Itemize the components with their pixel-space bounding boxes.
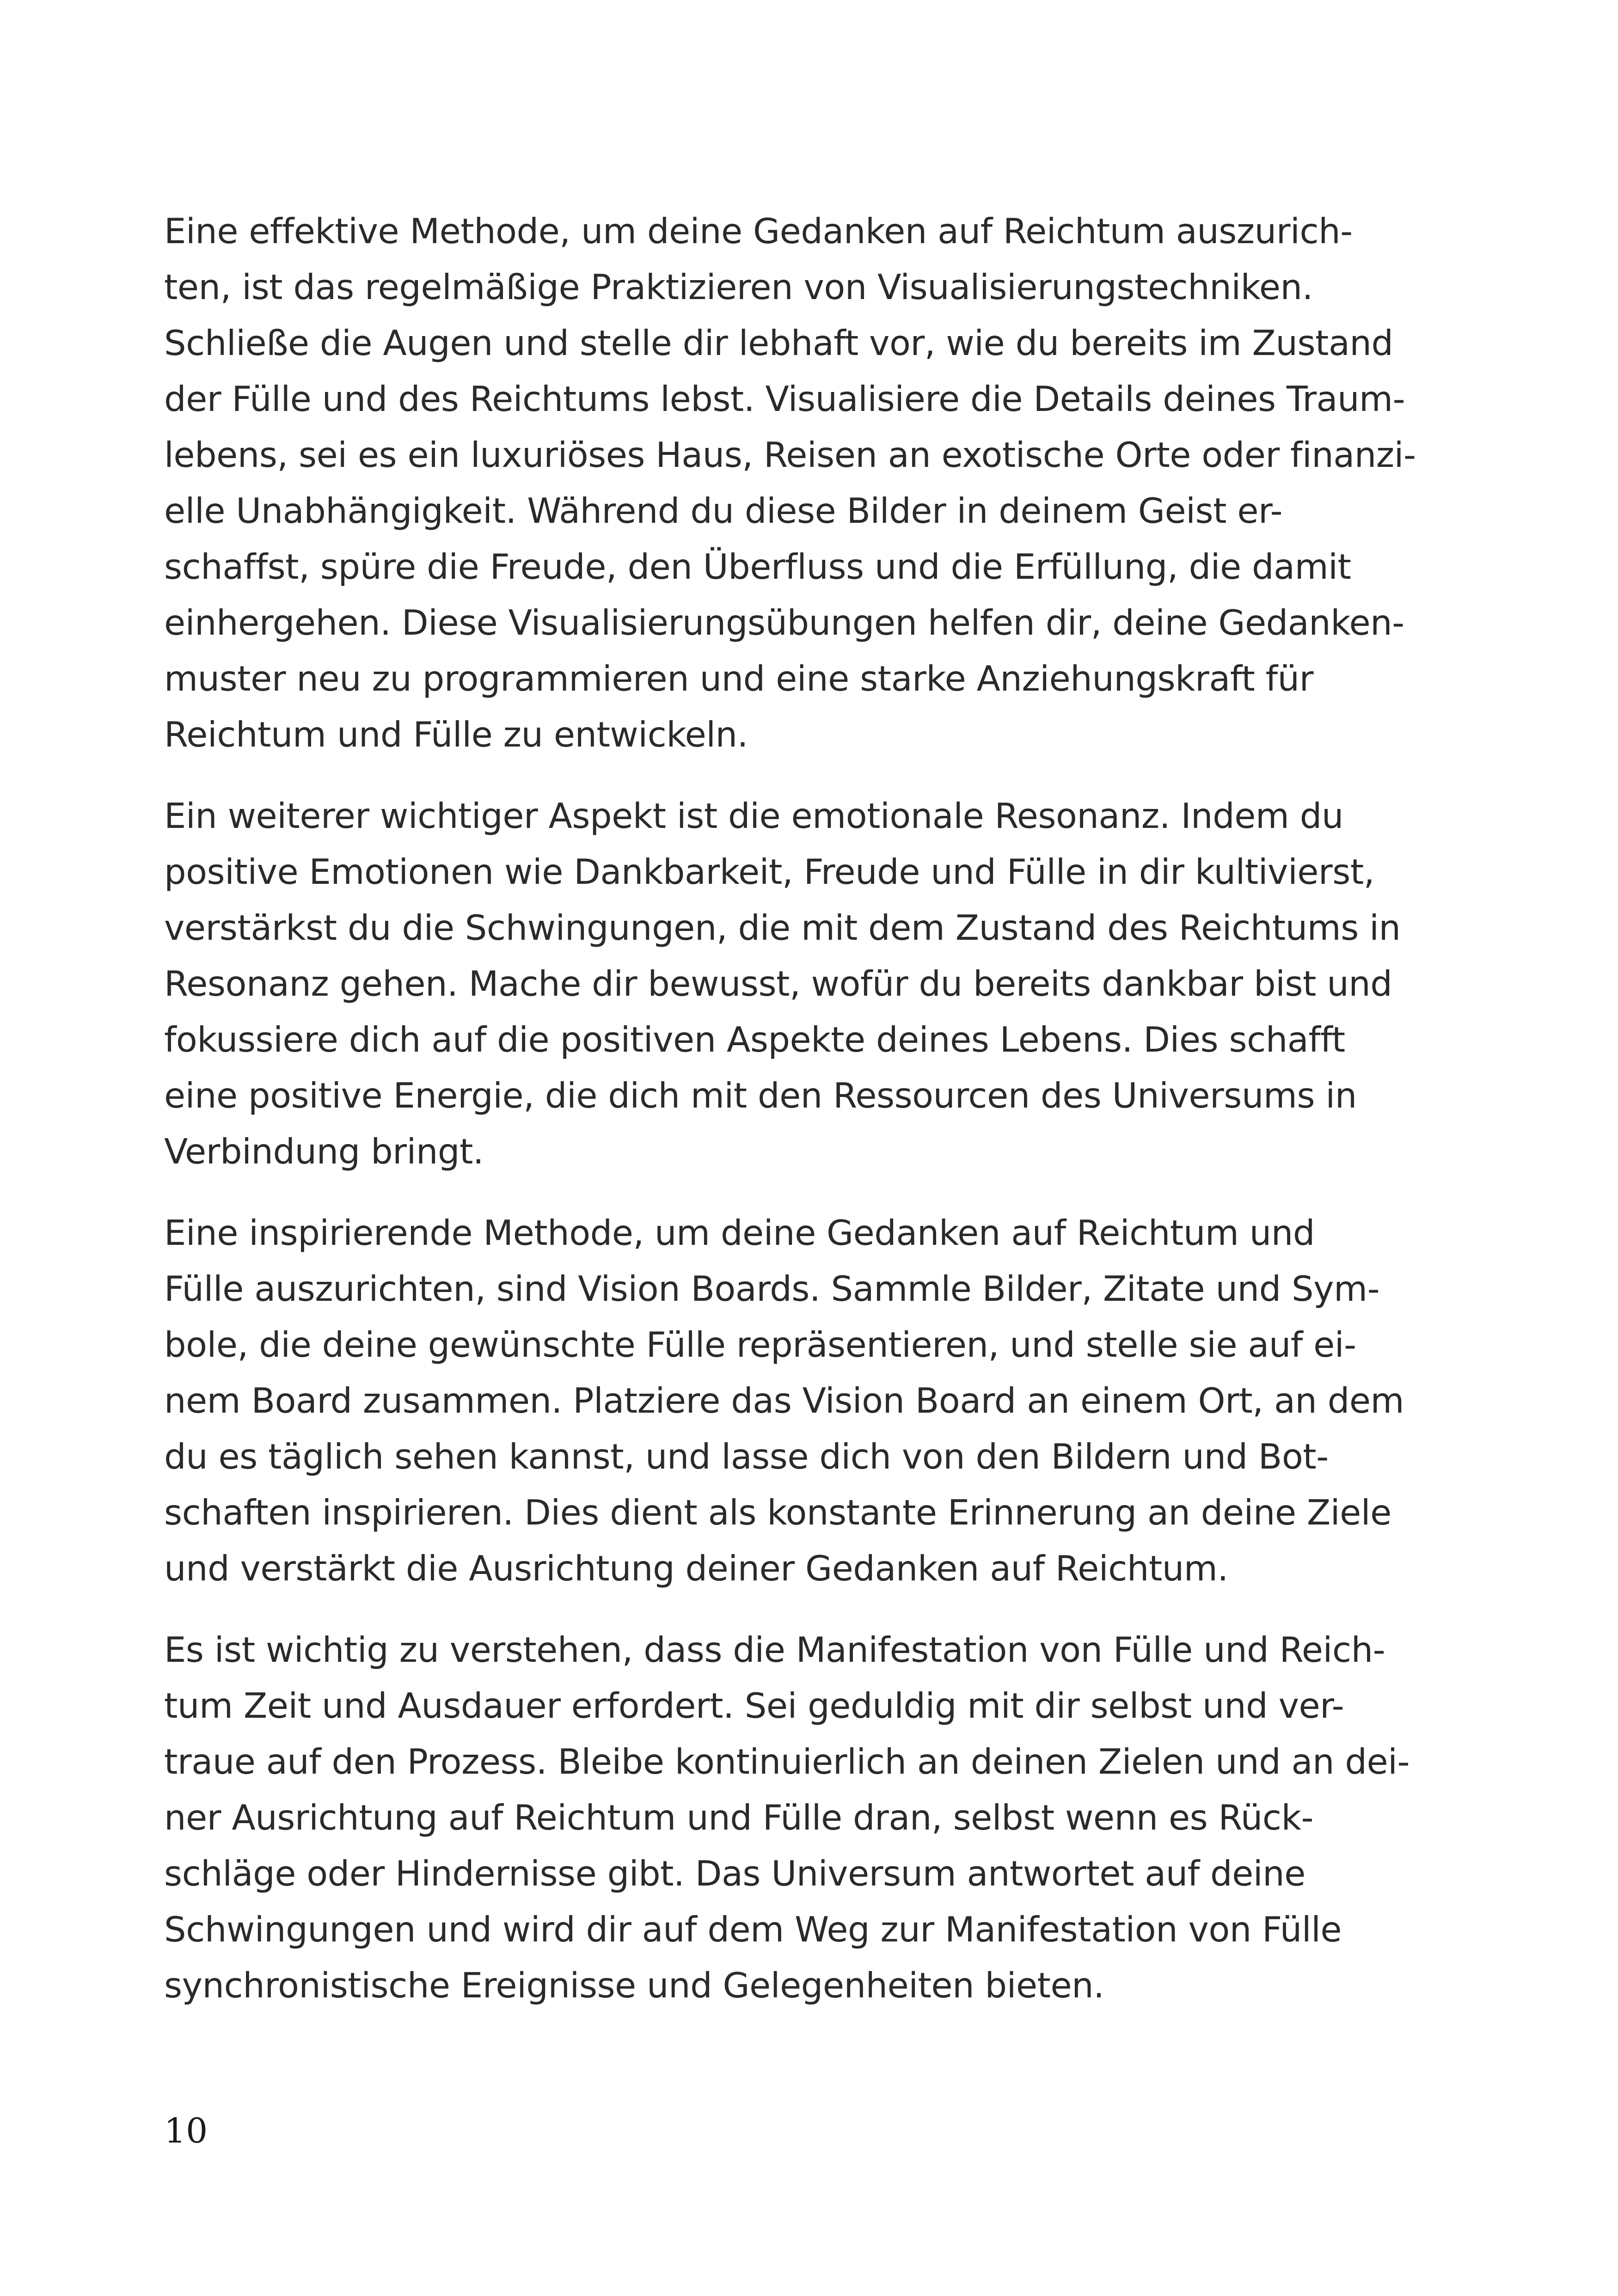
text-line: traue auf den Prozess. Bleibe kontinuierlich an deinen Zielen und an dei- [164, 1741, 1410, 1782]
text-line: Resonanz gehen. Mache dir bewusst, wofür du bereits dankbar bist und [164, 963, 1392, 1004]
page-number: 10 [164, 2111, 208, 2151]
text-line: positive Emotionen wie Dankbarkeit, Freude und Fülle in dir kultivierst, [164, 851, 1375, 892]
text-line: verstärkst du die Schwingungen, die mit dem Zustand des Reichtums in [164, 907, 1401, 948]
text-line: Eine effektive Methode, um deine Gedanken auf Reichtum auszurich- [164, 211, 1353, 251]
paragraph-2 [164, 788, 1440, 1180]
text-line: fokussiere dich auf die positiven Aspekte deines Lebens. Dies schafft [164, 1019, 1345, 1060]
text-line: Reichtum und Fülle zu entwickeln. [164, 714, 748, 755]
text-line: lebens, sei es ein luxuriöses Haus, Reisen an exotische Orte oder finanzi- [164, 435, 1416, 475]
text-line: tum Zeit und Ausdauer erfordert. Sei geduldig mit dir selbst und ver- [164, 1685, 1344, 1726]
text-line: Schwingungen und wird dir auf dem Weg zur Manifestation von Fülle [164, 1909, 1342, 1950]
text-line: einhergehen. Diese Visualisierungsübungen helfen dir, deine Gedanken- [164, 602, 1404, 643]
text-line: Eine inspirierende Methode, um deine Gedanken auf Reichtum und [164, 1212, 1315, 1253]
text-line: Ein weiterer wichtiger Aspekt ist die emotionale Resonanz. Indem du [164, 796, 1343, 836]
text-line: Schließe die Augen und stelle dir lebhaft vor, wie du bereits im Zustand [164, 323, 1393, 363]
text-line: Fülle auszurichten, sind Vision Boards. Sammle Bilder, Zitate und Sym- [164, 1268, 1380, 1309]
text-line: bole, die deine gewünschte Fülle repräsentieren, und stelle sie auf ei- [164, 1324, 1356, 1365]
text-line: schaffst, spüre die Freude, den Überfluss und die Erfüllung, die damit [164, 546, 1351, 587]
text-line: muster neu zu programmieren und eine starke Anziehungskraft für [164, 658, 1313, 699]
paragraph-3 [164, 1205, 1440, 1597]
body-text [164, 203, 1440, 2039]
paragraph-4 [164, 1622, 1440, 2014]
text-line: nem Board zusammen. Platziere das Vision Board an einem Ort, an dem [164, 1380, 1404, 1421]
text-line: und verstärkt die Ausrichtung deiner Gedanken auf Reichtum. [164, 1548, 1228, 1589]
text-line: ten, ist das regelmäßige Praktizieren von Visualisierungstechniken. [164, 267, 1313, 307]
text-line: Verbindung bringt. [164, 1131, 484, 1172]
text-line: schläge oder Hindernisse gibt. Das Universum antwortet auf deine [164, 1853, 1305, 1894]
text-line: der Fülle und des Reichtums lebst. Visualisiere die Details deines Traum- [164, 379, 1405, 419]
text-line: synchronistische Ereignisse und Gelegenheiten bieten. [164, 1965, 1104, 2006]
text-line: du es täglich sehen kannst, und lasse dich von den Bildern und Bot- [164, 1436, 1329, 1477]
text-line: elle Unabhängigkeit. Während du diese Bilder in deinem Geist er- [164, 490, 1283, 531]
text-line: eine positive Energie, die dich mit den Ressourcen des Universums in [164, 1075, 1357, 1116]
text-line: schaften inspirieren. Dies dient als konstante Erinnerung an deine Ziele [164, 1492, 1391, 1533]
paragraph-1 [164, 203, 1440, 763]
text-line: Es ist wichtig zu verstehen, dass die Manifestation von Fülle und Reich- [164, 1629, 1385, 1670]
text-line: ner Ausrichtung auf Reichtum und Fülle dran, selbst wenn es Rück- [164, 1797, 1314, 1838]
